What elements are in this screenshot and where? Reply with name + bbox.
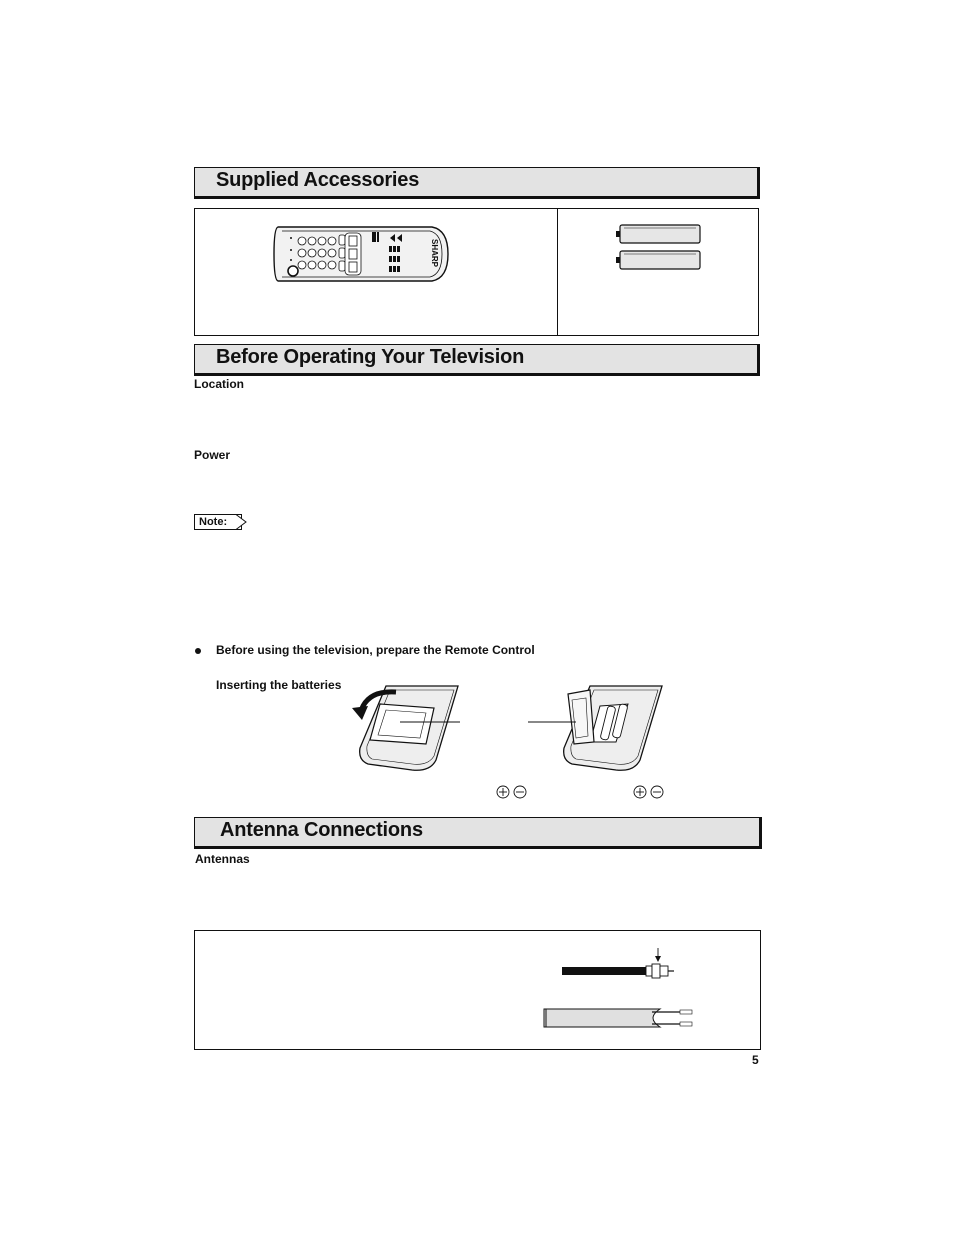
note-arrow-icon bbox=[236, 514, 250, 530]
location-heading: Location bbox=[194, 377, 244, 391]
inserting-batteries-heading: Inserting the batteries bbox=[216, 678, 342, 692]
polarity-plus-icon bbox=[633, 785, 647, 799]
antenna-connections-title: Antenna Connections bbox=[220, 819, 423, 841]
bullet-icon bbox=[195, 648, 201, 654]
polarity-minus-icon bbox=[513, 785, 527, 799]
power-heading: Power bbox=[194, 448, 231, 462]
antennas-heading: Antennas bbox=[195, 852, 250, 866]
before-operating-title: Before Operating Your Television bbox=[216, 346, 525, 368]
page-number: 5 bbox=[752, 1053, 759, 1067]
antenna-connections-header bbox=[194, 817, 762, 849]
coaxial-cable-illustration bbox=[560, 948, 680, 984]
remote-brand-logo: SHARP bbox=[430, 239, 439, 268]
polarity-plus-icon bbox=[496, 785, 510, 799]
before-operating-header bbox=[194, 344, 760, 376]
battery-insertion-illustration bbox=[528, 684, 666, 776]
prepare-remote-text: Before using the television, prepare the Remote Control bbox=[216, 643, 535, 657]
batteries-illustration bbox=[616, 224, 702, 272]
supplied-accessories-title: Supplied Accessories bbox=[216, 169, 420, 191]
note-label: Note: bbox=[199, 516, 228, 528]
remote-control-illustration bbox=[272, 224, 450, 284]
polarity-minus-icon bbox=[650, 785, 664, 799]
note-badge bbox=[194, 514, 242, 530]
accessories-divider bbox=[557, 209, 558, 335]
battery-cover-removal-illustration bbox=[350, 684, 470, 776]
supplied-accessories-header bbox=[194, 167, 760, 199]
twin-lead-cable-illustration bbox=[542, 1006, 698, 1032]
